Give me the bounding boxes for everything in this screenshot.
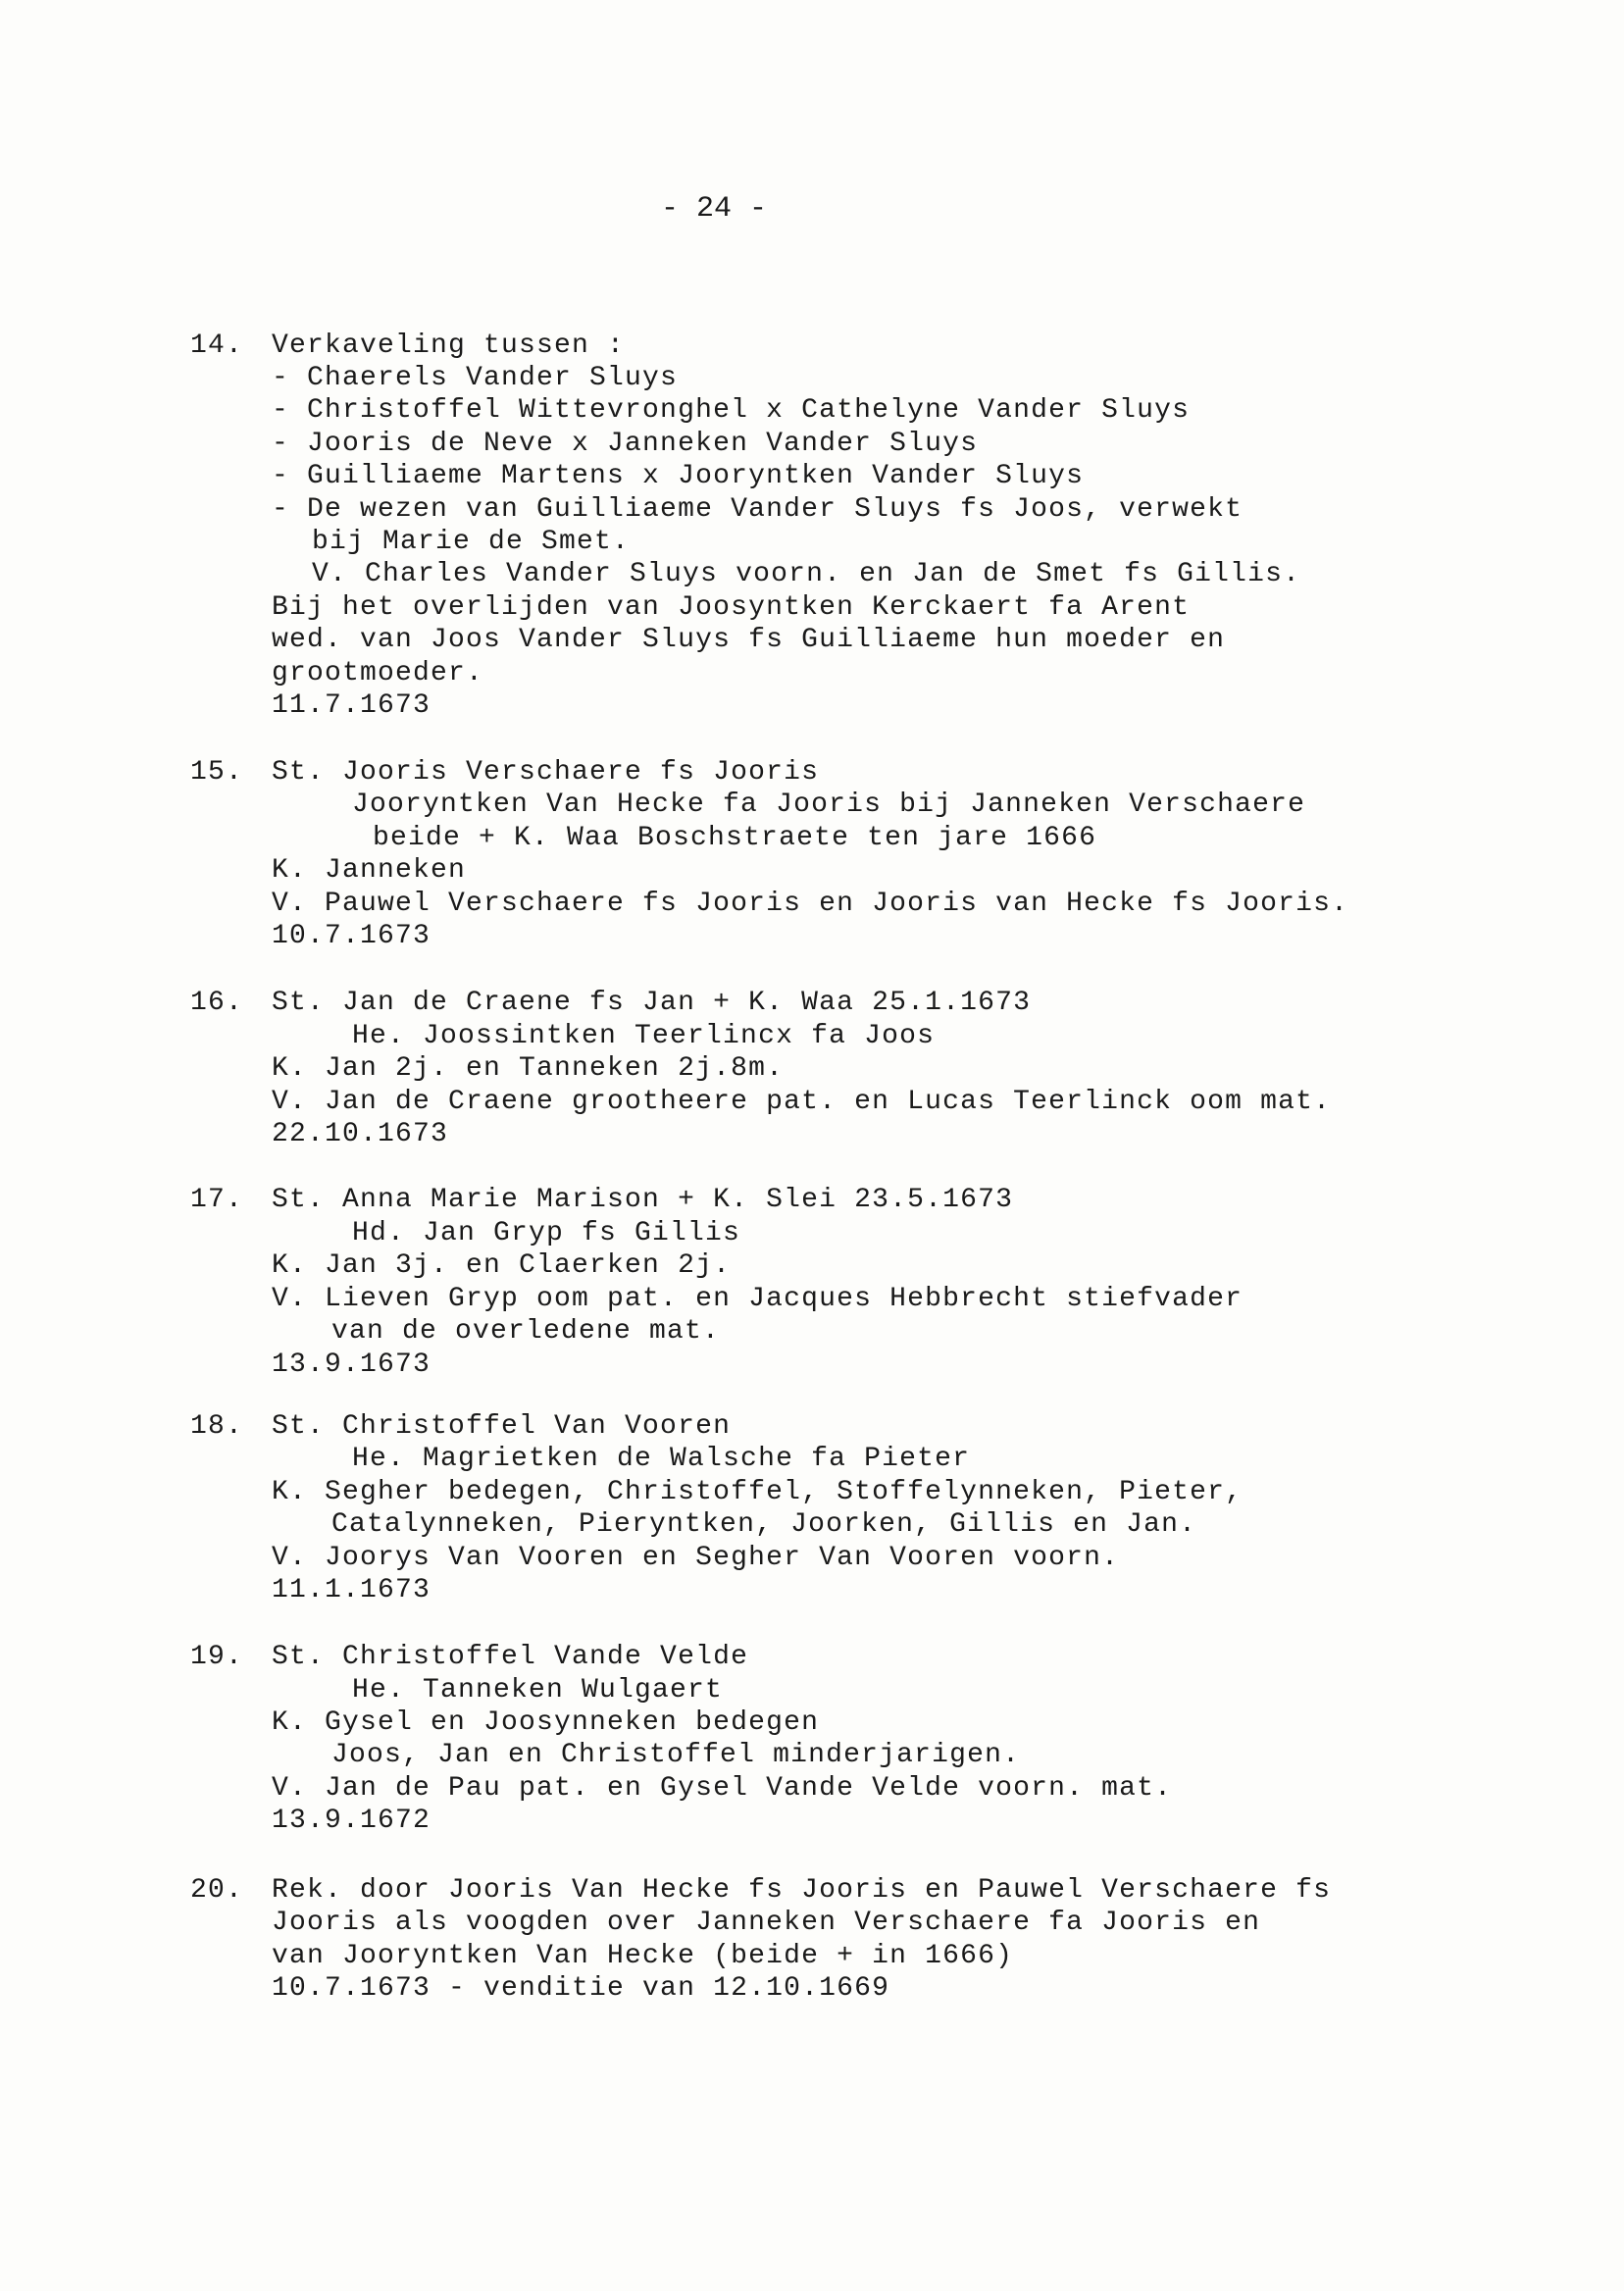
entry-19-line: St. Christoffel Vande Velde (272, 1642, 749, 1672)
entry-17-line: Hd. Jan Gryp fs Gillis (352, 1218, 741, 1248)
entry-17-line: van de overledene mat. (331, 1316, 721, 1347)
entry-14-line: - Christoffel Wittevronghel x Cathelyne Vander Sluys (272, 395, 1191, 426)
entry-15-line: K. Janneken (272, 855, 467, 886)
entry-20-number: 20. (190, 1875, 244, 1906)
entry-20-line: Rek. door Jooris Van Hecke fs Jooris en Pauwel Verschaere fs (272, 1875, 1332, 1906)
entry-14-line: V. Charles Vander Sluys voorn. en Jan de Smet fs Gillis. (312, 559, 1301, 589)
entry-16-line: K. Jan 2j. en Tanneken 2j.8m. (272, 1053, 785, 1084)
page-number: - 24 - (660, 192, 768, 226)
entry-18-line: He. Magrietken de Walsche fa Pieter (352, 1444, 971, 1474)
entry-17-line: V. Lieven Gryp oom pat. en Jacques Hebbrecht stiefvader (272, 1284, 1243, 1314)
entry-17-line: St. Anna Marie Marison + K. Slei 23.5.1673 (272, 1185, 1014, 1215)
entry-14-line: - Jooris de Neve x Janneken Vander Sluys (272, 429, 979, 459)
entry-18-line: St. Christoffel Van Vooren (272, 1411, 732, 1442)
entry-15-number: 15. (190, 757, 244, 788)
entry-15-line: V. Pauwel Verschaere fs Jooris en Jooris van Hecke fs Jooris. (272, 889, 1349, 919)
entry-16-number: 16. (190, 988, 244, 1018)
entry-18-line: V. Joorys Van Vooren en Segher Van Vooren voorn. (272, 1543, 1120, 1573)
entry-14-number: 14. (190, 331, 244, 361)
entry-19-line: K. Gysel en Joosynneken bedegen (272, 1707, 820, 1738)
entry-15-line: Jooryntken Van Hecke fa Jooris bij Janneken Verschaere (352, 789, 1306, 820)
entry-14-line: - Guilliaeme Martens x Jooryntken Vander Sluys (272, 461, 1085, 491)
entry-20-line: Jooris als voogden over Janneken Verschaere fa Jooris en (272, 1908, 1261, 1938)
entry-15-line: beide + K. Waa Boschstraete ten jare 1666 (373, 823, 1097, 853)
entry-20-line: van Jooryntken Van Hecke (beide + in 1666) (272, 1941, 1014, 1971)
entry-19-line: He. Tanneken Wulgaert (352, 1675, 724, 1706)
entry-19-number: 19. (190, 1642, 244, 1672)
entry-14-line: - Chaerels Vander Sluys (272, 363, 679, 393)
entry-19-line: V. Jan de Pau pat. en Gysel Vande Velde voorn. mat. (272, 1773, 1173, 1804)
entry-17-number: 17. (190, 1185, 244, 1215)
entry-14-line: Bij het overlijden van Joosyntken Kerckaert fa Arent (272, 592, 1191, 623)
entry-16-line: V. Jan de Craene grootheere pat. en Lucas Teerlinck oom mat. (272, 1087, 1332, 1117)
entry-16-line: St. Jan de Craene fs Jan + K. Waa 25.1.1673 (272, 988, 1032, 1018)
entry-16-date: 22.10.1673 (272, 1119, 449, 1149)
entry-16-line: He. Joossintken Teerlincx fa Joos (352, 1021, 936, 1051)
entry-18-date: 11.1.1673 (272, 1575, 431, 1605)
entry-14-line: - De wezen van Guilliaeme Vander Sluys fs Joos, verwekt (272, 494, 1243, 525)
entry-17-date: 13.9.1673 (272, 1349, 431, 1380)
entry-14-line: wed. van Joos Vander Sluys fs Guilliaeme hun moeder en (272, 625, 1226, 655)
entry-19-date: 13.9.1672 (272, 1806, 431, 1836)
entry-14-line: grootmoeder. (272, 658, 484, 688)
entry-18-line: K. Segher bedegen, Christoffel, Stoffelynneken, Pieter, (272, 1477, 1243, 1507)
entry-18-number: 18. (190, 1411, 244, 1442)
entry-18-line: Catalynneken, Pieryntken, Joorken, Gillis en Jan. (331, 1509, 1197, 1540)
entry-15-date: 10.7.1673 (272, 921, 431, 951)
entry-14-line: bij Marie de Smet. (312, 527, 631, 557)
entry-15-line: St. Jooris Verschaere fs Jooris (272, 757, 820, 788)
entry-14-date: 11.7.1673 (272, 690, 431, 721)
entry-19-line: Joos, Jan en Christoffel minderjarigen. (331, 1740, 1021, 1770)
entry-14-line: Verkaveling tussen : (272, 331, 626, 361)
entry-17-line: K. Jan 3j. en Claerken 2j. (272, 1250, 732, 1281)
entry-20-date: 10.7.1673 - venditie van 12.10.1669 (272, 1973, 890, 2004)
